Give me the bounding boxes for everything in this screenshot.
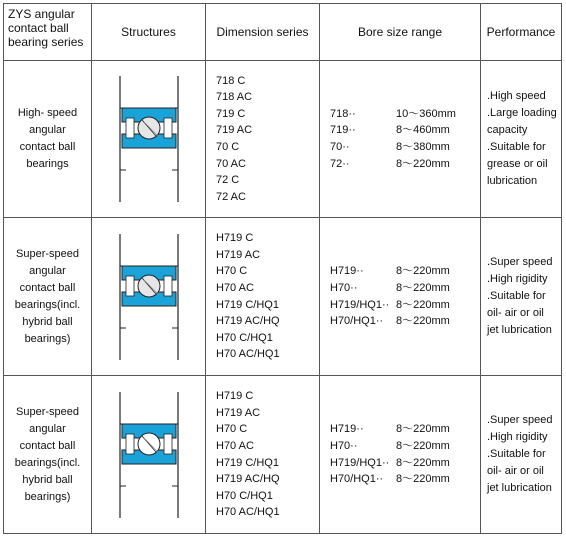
bore-row bbox=[330, 106, 480, 123]
bore-range: 8～220mm bbox=[396, 315, 450, 328]
dimension-item: 719 AC bbox=[216, 124, 253, 137]
dimension-item: 719 C bbox=[216, 107, 246, 120]
header-series-line: ZYS angular bbox=[8, 7, 75, 21]
dimension-item: 70 C bbox=[216, 141, 240, 153]
series-line: bearings) bbox=[24, 332, 71, 345]
bore-range: 8～220mm bbox=[396, 281, 450, 294]
structure-cell bbox=[92, 61, 206, 218]
performance-line: .Suitable for bbox=[487, 448, 546, 460]
bore-row bbox=[330, 455, 480, 472]
header-series-line: contact ball bbox=[8, 21, 69, 35]
structure-cell bbox=[92, 218, 206, 376]
dimension-cell bbox=[206, 218, 320, 376]
bore-series: H719·· bbox=[330, 423, 364, 436]
performance-cell bbox=[481, 218, 562, 376]
dimension-item: H719 AC/HQ bbox=[216, 315, 280, 328]
dimension-item: H70 AC/HQ1 bbox=[216, 348, 280, 361]
angular-contact-bearing-icon bbox=[114, 76, 184, 202]
dimension-item: 72 C bbox=[216, 174, 240, 187]
dimension-cell bbox=[206, 376, 320, 534]
series-line: angular bbox=[29, 422, 66, 435]
ceramic-ball-bearing-icon bbox=[114, 234, 184, 360]
series-line: High- speed bbox=[17, 107, 78, 119]
dimension-item: H70 C/HQ1 bbox=[216, 331, 273, 344]
header-bore: Bore size range bbox=[320, 4, 481, 61]
header-structures: Structures bbox=[92, 4, 206, 61]
bore-series: 70·· bbox=[330, 141, 350, 153]
dimension-cell bbox=[206, 61, 320, 218]
bore-range: 8～220mm bbox=[396, 157, 450, 170]
dimension-item: H719 AC/HQ bbox=[216, 473, 280, 486]
performance-line: .Super speed bbox=[487, 256, 553, 268]
bore-cell bbox=[320, 61, 481, 218]
series-line: bearings bbox=[26, 158, 69, 170]
bearing-series-table bbox=[3, 3, 562, 534]
bore-range: 8～220mm bbox=[396, 439, 450, 452]
bore-row bbox=[330, 263, 480, 280]
bore-series: H70/HQ1·· bbox=[330, 315, 384, 328]
bore-row bbox=[330, 313, 480, 330]
dimension-item: H719 AC bbox=[216, 406, 261, 419]
performance-line: oil- air or oil bbox=[487, 307, 544, 319]
performance-line: grease or oil bbox=[487, 158, 548, 170]
dimension-item: H719 C bbox=[216, 232, 254, 245]
bore-row bbox=[330, 471, 480, 488]
performance-line: oil- air or oil bbox=[487, 465, 544, 477]
bore-range: 10～360mm bbox=[396, 107, 456, 120]
performance-line: lubrication bbox=[487, 175, 538, 187]
performance-line: .Suitable for bbox=[487, 290, 546, 302]
series-line: angular bbox=[29, 124, 66, 136]
performance-cell bbox=[481, 61, 562, 218]
performance-line: .Suitable for bbox=[487, 141, 546, 153]
bore-range: 8～220mm bbox=[396, 423, 450, 436]
dimension-item: H70 C bbox=[216, 265, 248, 278]
series-line: bearings(incl. bbox=[14, 298, 81, 311]
dimension-item: H719 C/HQ1 bbox=[216, 298, 279, 311]
dimension-item: H70 AC bbox=[216, 439, 254, 452]
bore-series: H70·· bbox=[330, 439, 358, 452]
series-line: bearings) bbox=[24, 490, 71, 503]
dimension-item: 718 C bbox=[216, 74, 246, 87]
series-line: hybrid ball bbox=[22, 315, 73, 328]
series-line: contact ball bbox=[19, 141, 76, 153]
series-line: hybrid ball bbox=[22, 473, 73, 486]
performance-line: capacity bbox=[487, 124, 528, 136]
angular-contact-bearing-icon bbox=[114, 392, 184, 518]
series-cell bbox=[4, 218, 92, 376]
bore-cell bbox=[320, 218, 481, 376]
dimension-item: 72 AC bbox=[216, 190, 246, 203]
performance-line: .High speed bbox=[487, 90, 546, 102]
header-dimension: Dimension series bbox=[206, 4, 320, 61]
bore-row bbox=[330, 156, 480, 173]
dimension-item: H719 C bbox=[216, 390, 254, 403]
bore-cell bbox=[320, 376, 481, 534]
bore-row bbox=[330, 438, 480, 455]
bore-series: H719/HQ1·· bbox=[330, 456, 390, 469]
header-performance: Performance bbox=[481, 4, 562, 61]
dimension-item: H719 C/HQ1 bbox=[216, 456, 279, 469]
dimension-item: H70 C/HQ1 bbox=[216, 489, 273, 502]
bore-row bbox=[330, 139, 480, 156]
performance-line: .High rigidity bbox=[487, 273, 548, 285]
dimension-item: H70 AC bbox=[216, 281, 254, 294]
header-series bbox=[4, 4, 92, 61]
table-row bbox=[4, 376, 562, 534]
series-line: Super-speed bbox=[16, 247, 79, 260]
header-row bbox=[4, 4, 562, 61]
bore-range: 8～460mm bbox=[396, 124, 450, 137]
bore-series: 719·· bbox=[330, 124, 356, 137]
performance-line: .Super speed bbox=[487, 414, 553, 426]
series-line: angular bbox=[29, 264, 66, 277]
bore-series: 718·· bbox=[330, 107, 356, 120]
bore-series: 72·· bbox=[330, 157, 350, 170]
performance-line: .High rigidity bbox=[487, 431, 548, 443]
performance-line: .Large loading bbox=[487, 107, 557, 119]
bore-series: H719/HQ1·· bbox=[330, 298, 390, 311]
performance-line: jet lubrication bbox=[487, 482, 552, 494]
bore-range: 8～220mm bbox=[396, 456, 450, 469]
structure-cell bbox=[92, 376, 206, 534]
bore-series: H719·· bbox=[330, 265, 364, 278]
series-line: contact ball bbox=[19, 439, 76, 452]
header-series-line: bearing series bbox=[8, 35, 84, 49]
bore-range: 8～220mm bbox=[396, 265, 450, 278]
dimension-item: 718 AC bbox=[216, 91, 253, 104]
bore-series: H70·· bbox=[330, 281, 358, 294]
performance-line: jet lubrication bbox=[487, 324, 552, 336]
bore-range: 8～380mm bbox=[396, 141, 450, 153]
series-line: Super-speed bbox=[16, 405, 79, 418]
table-row bbox=[4, 61, 562, 218]
dimension-item: H70 C bbox=[216, 423, 248, 436]
bore-row bbox=[330, 297, 480, 314]
bore-row bbox=[330, 280, 480, 297]
table-row bbox=[4, 218, 562, 376]
bore-series: H70/HQ1·· bbox=[330, 473, 384, 486]
bore-range: 8～220mm bbox=[396, 298, 450, 311]
bore-row bbox=[330, 122, 480, 139]
series-cell bbox=[4, 61, 92, 218]
dimension-item: H70 AC/HQ1 bbox=[216, 506, 280, 519]
dimension-item: 70 AC bbox=[216, 157, 246, 170]
bore-range: 8～220mm bbox=[396, 473, 450, 486]
series-line: bearings(incl. bbox=[14, 456, 81, 469]
dimension-item: H719 AC bbox=[216, 248, 261, 261]
bore-row bbox=[330, 421, 480, 438]
series-line: contact ball bbox=[19, 281, 76, 294]
series-cell bbox=[4, 376, 92, 534]
performance-cell bbox=[481, 376, 562, 534]
